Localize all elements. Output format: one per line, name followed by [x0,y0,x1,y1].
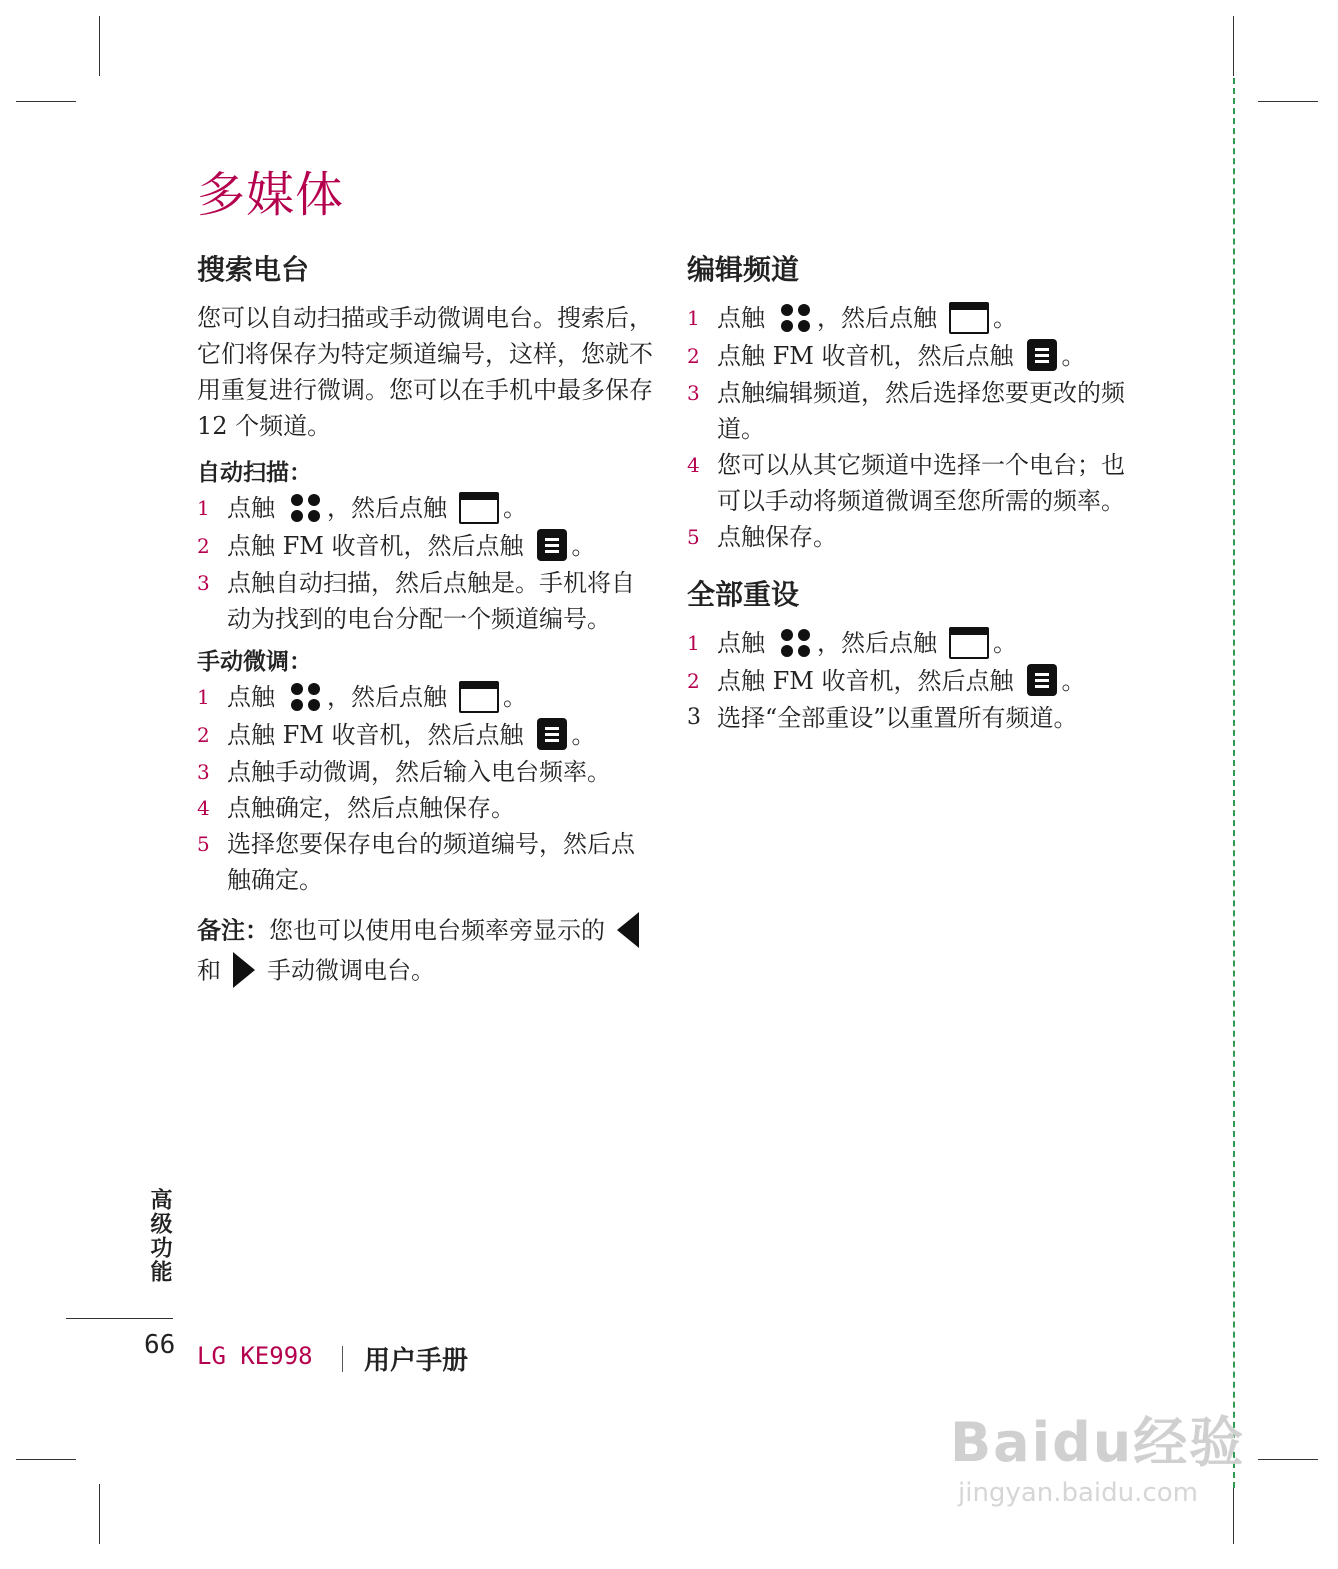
right-arrow-icon [233,952,255,988]
step-number: 2 [197,722,210,747]
step-text: 点触自动扫描，然后点触是。手机将自动为找到的电台分配一个频道编号。 [227,569,635,633]
list-item [197,528,657,566]
step-number: 4 [687,453,700,477]
step-number: 4 [197,796,210,820]
manual-tune-steps [197,679,657,898]
menu-icon [1027,664,1057,696]
auto-scan-steps [197,490,657,637]
apps-grid-icon [289,492,323,524]
page-title: 多媒体 [197,167,345,223]
edit-heading: 编辑频道 [687,253,800,286]
menu-icon [537,718,567,750]
step-text: 点触 [717,304,765,332]
list-item [687,700,1147,736]
step-number: 3 [687,381,700,405]
step-text: 点触 [227,683,275,711]
crop-mark [1258,1459,1318,1460]
step-text: 点触 FM 收音机，然后点触 [717,666,1014,695]
step-text: 选择您要保存电台的频道编号，然后点触确定。 [227,830,635,894]
step-text: 点触 FM 收音机，然后点触 [227,720,524,749]
list-item [687,625,1147,663]
clapperboard-icon [949,302,989,334]
note-label: 备注： [197,916,269,945]
list-item [197,754,657,790]
step-text: 点触确定，然后点触保存。 [227,794,515,822]
step-text: 点触 [227,494,275,522]
crop-mark [99,1484,100,1544]
clapperboard-icon [459,681,499,713]
section-side-label: 高级功能 [147,1188,172,1284]
step-number: 1 [197,496,210,520]
crop-mark [99,16,100,76]
manual-tune-heading: 手动微调： [197,649,312,675]
list-item [687,663,1147,701]
list-item [687,375,1147,447]
step-text: 。 [1061,341,1086,370]
list-item [687,519,1147,555]
baidu-watermark: Baidu经验 [950,1411,1246,1474]
search-paragraph: 您可以自动扫描或手动微调电台。搜索后，它们将保存为特定频道编号，这样，您就不用重复进行微调。您可以在手机中最多保存 12 个频道。 [197,304,653,440]
apps-grid-icon [779,302,813,334]
step-number: 5 [687,525,700,549]
step-number: 3 [197,760,210,784]
list-item [197,679,657,717]
step-number: 1 [687,306,700,330]
step-text: 。 [571,720,596,749]
footer-divider [66,1318,173,1319]
page-number: 66 [144,1330,176,1360]
manual-title: 用户手册 [364,1346,469,1376]
step-number: 2 [687,343,700,368]
step-text: ，然后点触 [327,494,447,522]
apps-grid-icon [779,627,813,659]
list-item [197,790,657,826]
step-number: 1 [197,685,210,709]
list-item [687,338,1147,376]
step-text: 您可以从其它频道中选择一个电台；也可以手动将频道微调至您所需的频率。 [717,451,1125,515]
list-item [687,300,1147,338]
clapperboard-icon [949,627,989,659]
note-text: 和 [197,956,221,985]
menu-icon [537,529,567,561]
fold-line [1233,78,1235,1488]
step-number: 1 [687,631,700,655]
step-text: 点触 [717,629,765,657]
step-text: 。 [571,531,596,560]
reset-steps [687,625,1147,736]
crop-mark [1233,16,1234,76]
step-text: 点触 FM 收音机，然后点触 [227,531,524,560]
step-text: ，然后点触 [327,683,447,711]
step-text: 。 [1061,666,1086,695]
step-text: 。 [503,494,527,522]
note-text: 您也可以使用电台频率旁显示的 [269,916,605,945]
step-number: 3 [687,705,701,730]
baidu-watermark-url: jingyan.baidu.com [958,1478,1198,1508]
step-text: 点触保存。 [717,523,837,551]
left-arrow-icon [617,912,639,948]
right-column [687,250,1147,736]
crop-mark [1258,101,1318,102]
auto-scan-heading: 自动扫描： [197,460,312,486]
note-paragraph [197,912,657,992]
step-number: 2 [197,533,210,558]
step-text: ，然后点触 [817,629,937,657]
menu-icon [1027,339,1057,371]
step-text: 。 [503,683,527,711]
list-item [197,826,657,898]
clapperboard-icon [459,492,499,524]
apps-grid-icon [289,681,323,713]
crop-mark [16,1459,76,1460]
list-item [197,565,657,637]
crop-mark [16,101,76,102]
note-text: 手动微调电台。 [267,956,435,985]
step-text: 点触 FM 收音机，然后点触 [717,341,1014,370]
list-item [197,490,657,528]
crop-mark [1233,1484,1234,1544]
list-item [197,717,657,755]
left-column [197,250,657,992]
step-number: 3 [197,571,210,595]
list-item [687,447,1147,519]
step-text: 。 [993,304,1017,332]
footer-separator [342,1346,343,1372]
step-text: ，然后点触 [817,304,937,332]
step-number: 2 [687,668,700,693]
search-heading: 搜索电台 [197,253,310,286]
step-text: 点触编辑频道，然后选择您要更改的频道。 [717,379,1125,443]
step-text: 点触手动微调，然后输入电台频率。 [227,758,611,786]
step-number: 5 [197,832,210,856]
step-text: 。 [993,629,1017,657]
reset-heading: 全部重设 [687,578,800,611]
step-text: 选择“全部重设”以重置所有频道。 [717,704,1078,732]
edit-steps [687,300,1147,555]
brand-model: LG KE998 [197,1342,313,1370]
